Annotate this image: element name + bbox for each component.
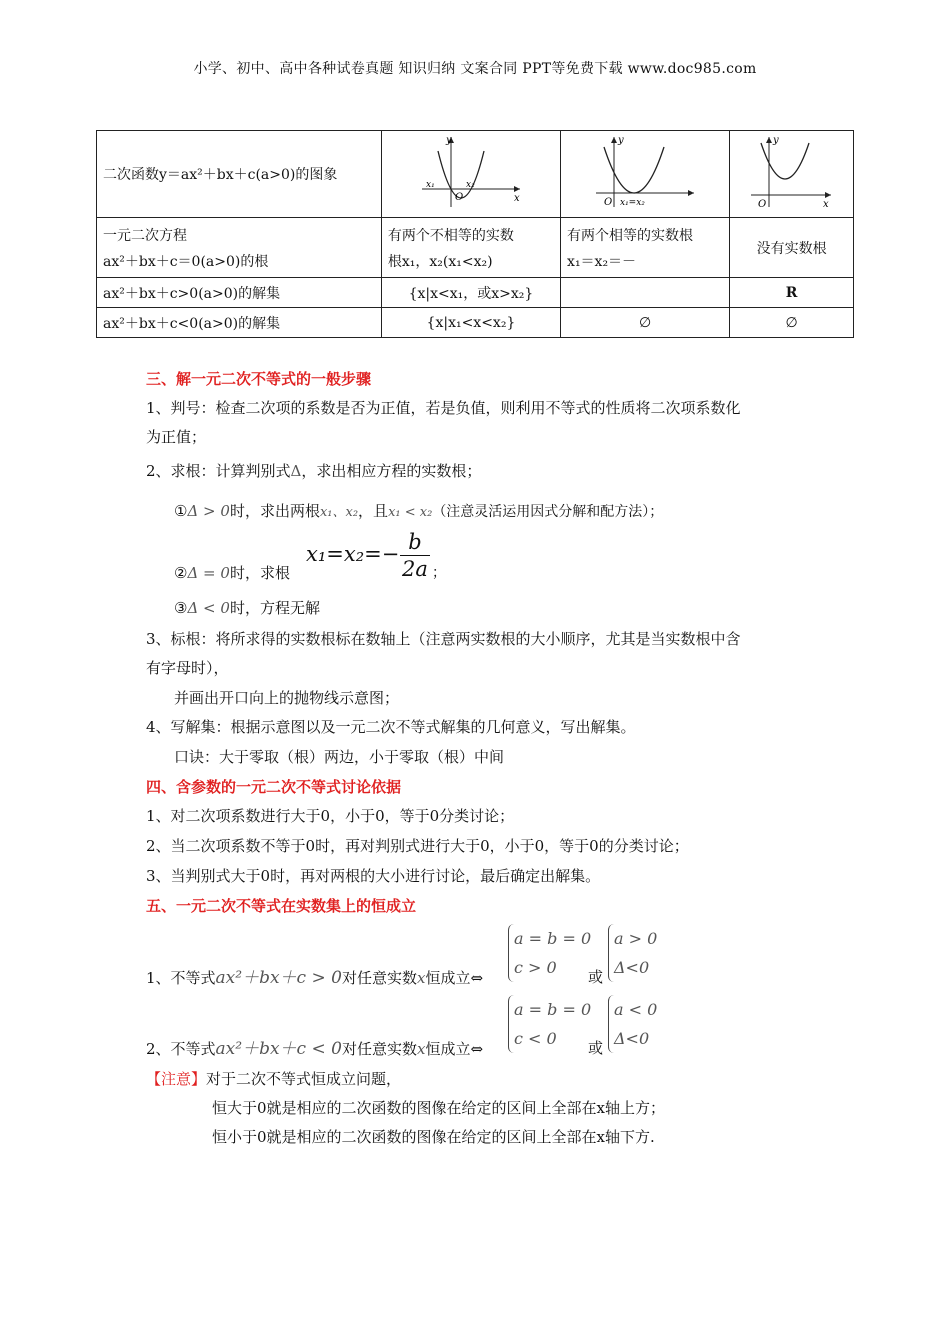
item2-ineq: ax²＋bx＋c < 0 bbox=[215, 1039, 342, 1059]
step1-line1: 1、判号：检查二次项的系数是否为正值，若是负值，则利用不等式的性质将二次项系数化 bbox=[146, 399, 741, 417]
greater-set-two: {x|x<x₁，或x>x₂} bbox=[381, 278, 560, 308]
row-label-less: ax²＋bx＋c<0(a>0)的解集 bbox=[97, 308, 382, 338]
step2-text: 2、求根：计算判别式 bbox=[146, 462, 291, 480]
item1-mid: 对任意实数 bbox=[341, 969, 417, 987]
parabola-double-root-graph bbox=[590, 133, 700, 211]
case3-line bbox=[174, 597, 320, 618]
case2-t1: 时，求根 bbox=[229, 564, 290, 582]
page-header: 小学、初中、高中各种试卷真题 知识归纳 文案合同 PPT等免费下载 www.doc985.com bbox=[193, 61, 757, 77]
case2-num: ② bbox=[174, 564, 188, 582]
less-set-two: {x|x₁<x<x₂} bbox=[381, 308, 560, 338]
graph3-origin-label: O bbox=[757, 199, 766, 210]
step2-tail: ，求出相应方程的实数根； bbox=[301, 462, 482, 480]
graph1-x2-label: x₂ bbox=[465, 180, 475, 190]
sec4-line2: 2、当二次项系数不等于0时，再对判别式进行大于0，小于0，等于0的分类讨论； bbox=[146, 837, 689, 855]
roots-double-line2: x₁＝x₂＝－ bbox=[567, 253, 637, 270]
case2-formula-left: x₁=x₂=− bbox=[306, 542, 400, 566]
item1-b2-l2: Δ<0 bbox=[614, 958, 650, 977]
step3-line1: 3、标根：将所求得的实数根标在数轴上（注意两实数根的大小顺序，尤其是当实数根中含 bbox=[146, 630, 741, 648]
less-set-none: ∅ bbox=[730, 308, 854, 338]
step3-line2: 有字母时）， bbox=[146, 659, 229, 677]
step1-line2: 为正值； bbox=[146, 428, 207, 446]
graph1-x1-label: x₁ bbox=[425, 180, 435, 190]
case1-order: x₁ < x₂ bbox=[388, 505, 433, 520]
step4-line: 4、写解集：根据示意图以及一元二次不等式解集的几何意义，写出解集。 bbox=[146, 718, 636, 736]
table-row-roots bbox=[97, 218, 854, 278]
item2-x: x bbox=[416, 1040, 426, 1058]
sec4-line1: 1、对二次项系数进行大于0，小于0，等于0分类讨论； bbox=[146, 807, 515, 825]
case3-num: ③ bbox=[174, 599, 188, 617]
item1-post: 恒成立⇔ bbox=[425, 969, 484, 987]
section-5-title: 五、一元二次不等式在实数集上的恒成立 bbox=[146, 897, 417, 915]
item1-b1-l1: a = b = 0 bbox=[514, 929, 592, 948]
item2-or: 或 bbox=[588, 1039, 604, 1057]
row-label-graph: 二次函数y＝ax²＋bx＋c(a>0)的图象 bbox=[97, 131, 382, 218]
less-set-double: ∅ bbox=[561, 308, 730, 338]
roots-two-line2: 根x₁，x₂(x₁<x₂) bbox=[387, 253, 493, 270]
item2-pre: 2、不等式 bbox=[146, 1040, 216, 1058]
graph2-root-label: x₁=x₂ bbox=[620, 198, 646, 208]
section-3-title: 三、解一元二次不等式的一般步骤 bbox=[146, 370, 372, 388]
item1-pre: 1、不等式 bbox=[146, 969, 216, 987]
note-line2: 恒小于0就是相应的二次函数的图像在给定的区间上全部在x轴下方. bbox=[212, 1128, 655, 1146]
item1-brace-1 bbox=[508, 924, 591, 982]
item2-brace-1 bbox=[508, 995, 591, 1053]
roots-two-distinct bbox=[381, 218, 560, 278]
graph1-y-label: y bbox=[445, 135, 452, 146]
note-text: 对于二次不等式恒成立问题， bbox=[206, 1070, 402, 1088]
item2-mid: 对任意实数 bbox=[341, 1040, 417, 1058]
item2-b1-l1: a = b = 0 bbox=[514, 1000, 592, 1019]
item1-b1-l2: c > 0 bbox=[514, 958, 557, 977]
mnemonic-line: 口诀：大于零取（根）两边，小于零取（根）中间 bbox=[174, 748, 505, 766]
section-4-title: 四、含参数的一元二次不等式讨论依据 bbox=[146, 778, 402, 796]
graph3-x-label: x bbox=[822, 199, 829, 210]
note-line1: 恒大于0就是相应的二次函数的图像在给定的区间上全部在x轴上方； bbox=[212, 1099, 666, 1117]
graph1-x-label: x bbox=[513, 193, 520, 204]
case2-end: ； bbox=[432, 565, 446, 581]
item2-b2-l2: Δ<0 bbox=[614, 1029, 650, 1048]
graph1-origin-label: O bbox=[454, 192, 464, 203]
row-label-roots bbox=[97, 218, 382, 278]
item2-b2-l1: a < 0 bbox=[614, 1000, 658, 1019]
graph2-y-label: y bbox=[618, 135, 624, 146]
roots-double bbox=[561, 218, 730, 278]
item2-brace-2 bbox=[608, 995, 657, 1053]
step2-line bbox=[146, 460, 481, 481]
note-line bbox=[146, 1068, 401, 1089]
row-label-greater: ax²＋bx＋c>0(a>0)的解集 bbox=[97, 278, 382, 308]
note-tag: 【注意】 bbox=[146, 1070, 207, 1088]
case1-roots: x₁、x₂ bbox=[319, 505, 359, 520]
case1-t2: ，且 bbox=[358, 502, 389, 520]
item2-post: 恒成立⇔ bbox=[425, 1040, 484, 1058]
step2-delta: Δ bbox=[290, 462, 302, 480]
item2-b1-l2: c < 0 bbox=[514, 1029, 557, 1048]
row-label-roots-line2: ax²＋bx＋c＝0(a>0)的根 bbox=[103, 253, 269, 270]
parabola-no-root-graph bbox=[747, 133, 837, 211]
table-row-greater bbox=[97, 278, 854, 308]
case3-cond: Δ < 0 bbox=[187, 599, 230, 617]
table-row-graph bbox=[97, 131, 854, 218]
parabola-two-roots-graph bbox=[416, 133, 526, 211]
row-label-roots-line1: 一元二次方程 bbox=[103, 227, 187, 244]
graph-two-roots bbox=[381, 131, 560, 218]
greater-set-none: R bbox=[730, 278, 854, 308]
item2-line bbox=[146, 1034, 483, 1059]
graph3-y-label: y bbox=[772, 135, 779, 146]
table-row-less bbox=[97, 308, 854, 338]
case1-t3: （注意灵活运用因式分解和配方法）； bbox=[432, 504, 664, 520]
item1-x: x bbox=[416, 969, 426, 987]
case1-t1: 时，求出两根 bbox=[229, 502, 320, 520]
sec4-line3: 3、当判别式大于0时，再对两根的大小进行讨论，最后确定出解集。 bbox=[146, 867, 601, 885]
step3-line3: 并画出开口向上的抛物线示意图； bbox=[174, 689, 400, 707]
case2-cond: Δ = 0 bbox=[187, 564, 230, 582]
graph-no-root bbox=[730, 131, 854, 218]
fraction-bar bbox=[400, 555, 430, 556]
case2-formula-den: 2a bbox=[402, 557, 428, 581]
item1-or: 或 bbox=[588, 968, 604, 986]
item1-ineq: ax²＋bx＋c > 0 bbox=[215, 968, 342, 988]
case3-t1: 时，方程无解 bbox=[229, 599, 320, 617]
case2-formula-num: b bbox=[408, 530, 422, 554]
item1-line bbox=[146, 963, 483, 988]
graph-one-root bbox=[561, 131, 730, 218]
item1-b2-l1: a > 0 bbox=[614, 929, 658, 948]
case1-line bbox=[174, 500, 663, 521]
roots-double-line1: 有两个相等的实数根 bbox=[567, 227, 694, 244]
graph2-origin-label: O bbox=[604, 197, 613, 208]
item1-brace-2 bbox=[608, 924, 657, 982]
case1-cond: Δ > 0 bbox=[187, 502, 230, 520]
case1-num: ① bbox=[174, 502, 188, 520]
roots-none: 没有实数根 bbox=[730, 218, 854, 278]
quadratic-summary-table bbox=[96, 130, 854, 338]
roots-two-line1: 有两个不相等的实数 bbox=[387, 227, 514, 244]
case2-line bbox=[174, 562, 290, 583]
greater-set-double bbox=[561, 278, 730, 308]
